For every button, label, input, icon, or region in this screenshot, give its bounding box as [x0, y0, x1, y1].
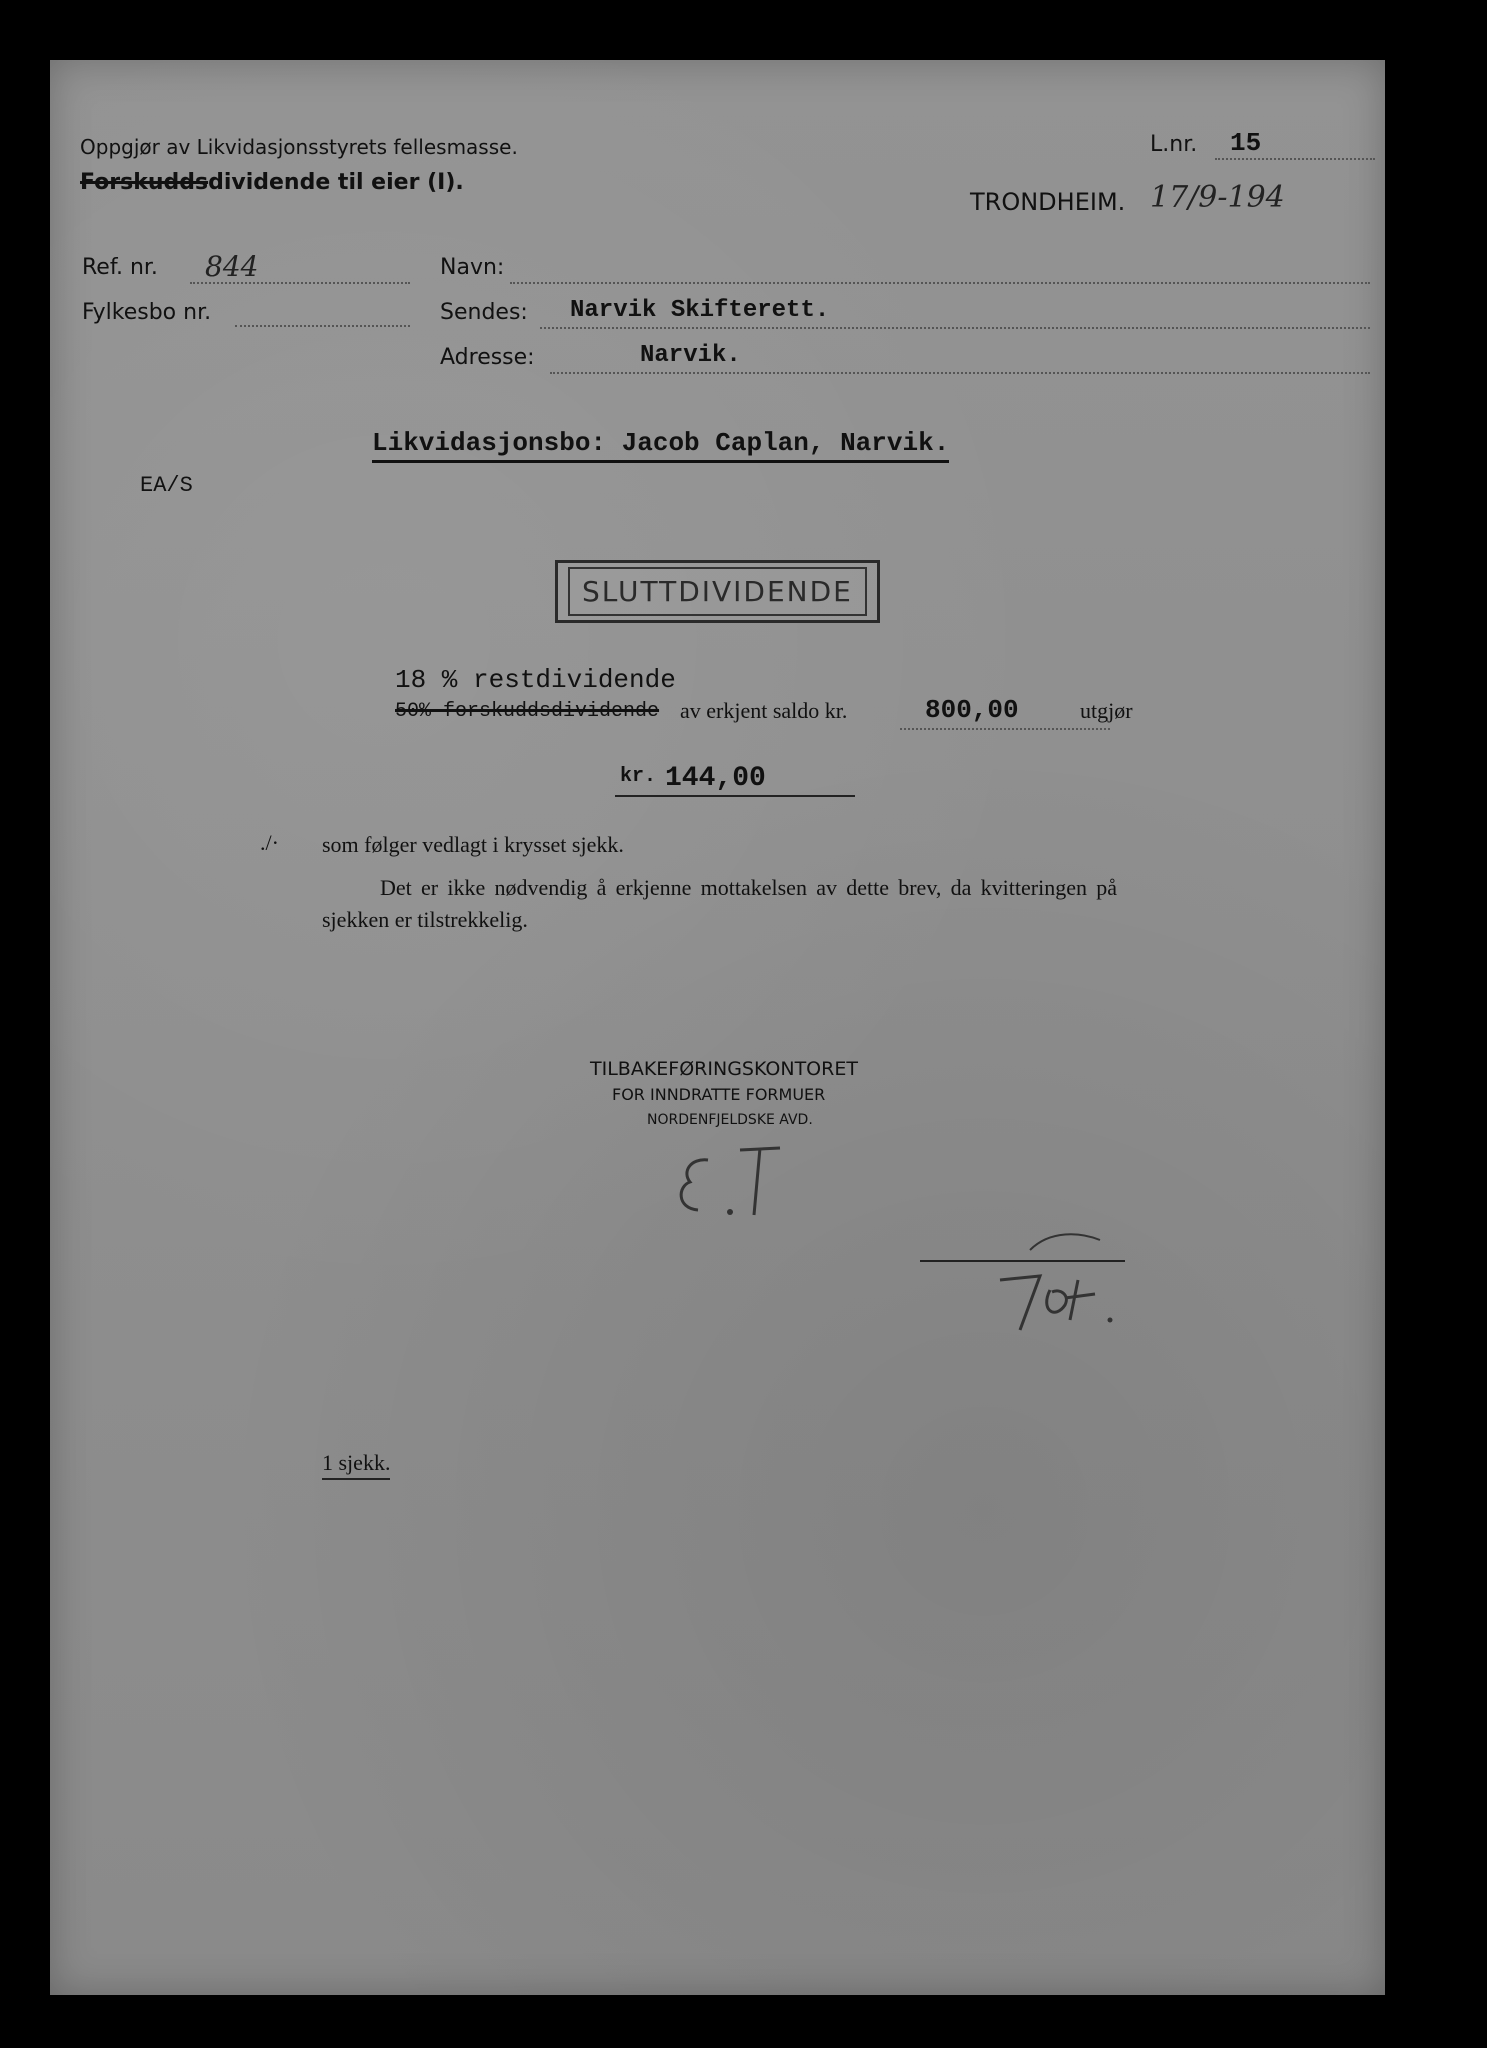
header-title: Oppgjør av Likvidasjonsstyrets fellesmasse. — [80, 135, 518, 159]
handwritten-initials-signature — [650, 1120, 830, 1230]
sendes-value: Narvik Skifterett. — [570, 297, 830, 324]
place-label: TRONDHEIM. — [970, 188, 1126, 216]
office-line-2: FOR INNDRATTE FORMUER — [612, 1085, 826, 1104]
navn-dotted-line — [510, 282, 1370, 284]
ref-label: Ref. nr. — [82, 255, 158, 280]
struck-dividend-text: 50% forskuddsdividende — [395, 700, 660, 723]
typed-insert: 18 % restdividende — [395, 665, 676, 695]
sendes-dotted-line — [540, 327, 1370, 329]
sendes-label: Sendes: — [440, 300, 528, 325]
fylkesbo-dotted-line — [235, 325, 410, 327]
estate-title: Likvidasjonsbo: Jacob Caplan, Narvik. — [372, 428, 949, 463]
attached-text: som følger vedlagt i krysset sjekk. — [322, 832, 624, 857]
adresse-dotted-line — [550, 372, 1370, 374]
ref-dotted-line — [190, 282, 410, 284]
utgjor-text: utgjør — [1080, 698, 1133, 723]
initials: EA/S — [140, 473, 193, 498]
adresse-value: Narvik. — [640, 342, 741, 369]
acknowledgement-paragraph: Det er ikke nødvendig å erkjenne mottakelsen av dette brev, da kvitteringen på sjekken er tilstrekkelig. — [322, 875, 1117, 932]
handwritten-signature — [960, 1220, 1160, 1340]
date-value: 17/9-194 — [1150, 180, 1285, 215]
office-line-3: NORDENFJELDSKE AVD. — [647, 1112, 813, 1128]
saldo-text: av erkjent saldo kr. — [680, 698, 848, 723]
lnr-value: 15 — [1230, 128, 1262, 158]
sluttdividende-stamp — [555, 560, 880, 623]
margin-mark: ./· — [260, 830, 279, 855]
lnr-label: L.nr. — [1150, 132, 1198, 157]
stamp-text: SLUTTDIVIDENDE — [568, 567, 867, 616]
fylkesbo-label: Fylkesbo nr. — [82, 300, 212, 325]
office-line-1: TILBAKEFØRINGSKONTORET — [590, 1058, 858, 1080]
header-subtitle — [80, 170, 464, 195]
struck-prefix: Forskudds — [80, 170, 209, 195]
amount-value: 144,00 — [665, 763, 766, 794]
ref-value: 844 — [205, 250, 259, 283]
navn-label: Navn: — [440, 255, 505, 280]
header-subtitle-rest: dividende til eier (I). — [208, 170, 464, 195]
enclosure-note: 1 sjekk. — [322, 1450, 390, 1480]
amount-underline — [615, 795, 855, 797]
adresse-label: Adresse: — [440, 345, 535, 370]
document-page — [50, 60, 1385, 1995]
kr-label: kr. — [620, 765, 657, 788]
lnr-dotted-line — [1215, 158, 1375, 160]
saldo-dotted-line — [900, 728, 1110, 730]
saldo-value: 800,00 — [925, 695, 1019, 725]
